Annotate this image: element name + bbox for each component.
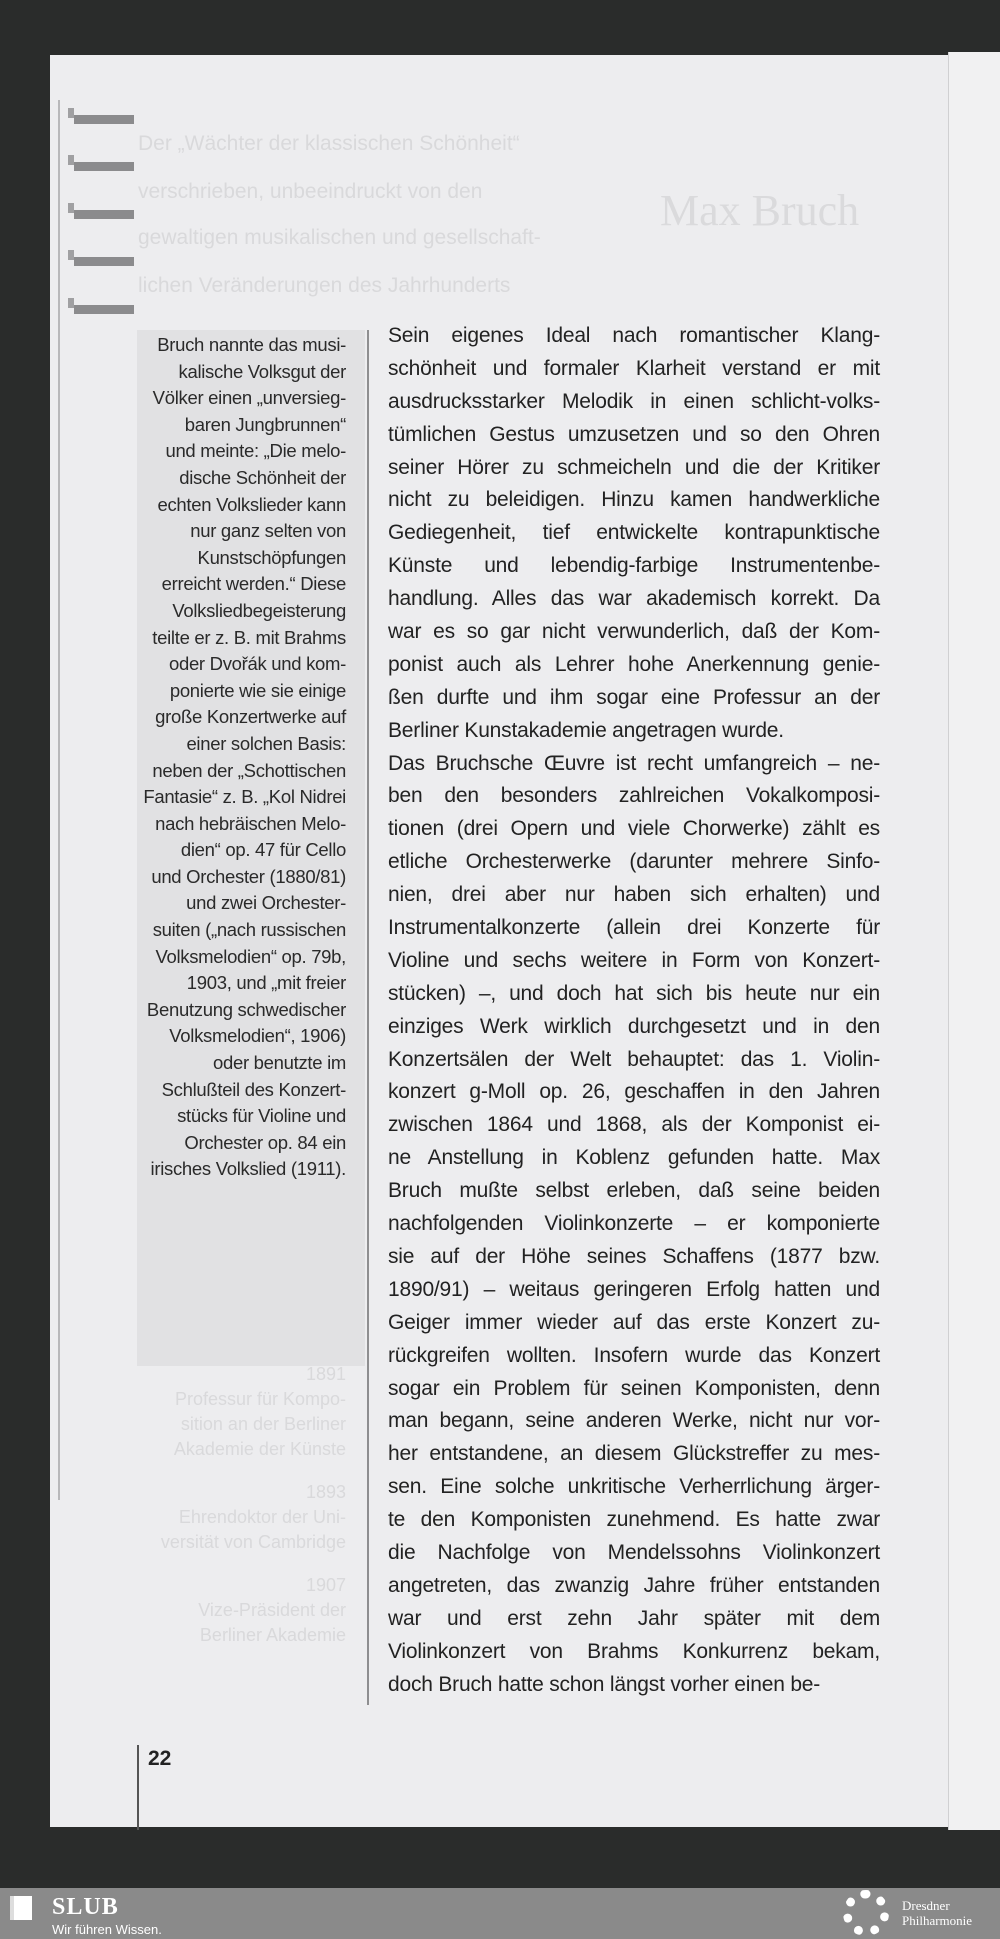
text-line: 1890/91) – weitaus geringeren Erfolg hatten und [388, 1277, 880, 1301]
text-line: ponist auch als Lehrer hohe Anerkennung genie- [388, 652, 880, 676]
margin-mark [74, 115, 134, 124]
column-rule [367, 330, 369, 1705]
margin-mark [74, 257, 134, 266]
ghost-title: Max Bruch [660, 186, 860, 235]
text-line: seiner Hörer zu schmeicheln und die der Kritiker [388, 455, 880, 479]
text-line: sen. Eine solche unkritische Verherrlichung ärger- [388, 1475, 880, 1499]
main-text [388, 320, 880, 1701]
slub-book-icon [10, 1896, 32, 1920]
ghost-year: 1891 [305, 1364, 346, 1384]
sidebar-line: nur ganz selten von [190, 520, 346, 542]
sidebar-line: Fantasie“ z. B. „Kol Nidrei [143, 786, 346, 808]
sidebar-line: und Orchester (1880/81) [151, 865, 346, 887]
text-line: Violine und sechs weitere in Form von Konzert- [388, 948, 880, 972]
ghost-line: versität von Cambridge [160, 1532, 346, 1552]
text-line: nicht zu beleidigen. Hinzu kamen handwerkliche [388, 488, 880, 512]
text-line: war es so gar nicht verwunderlich, daß der Kom- [388, 620, 880, 644]
sidebar-line: oder Dvořák und kom- [168, 653, 346, 675]
binding-edge [58, 100, 60, 1500]
text-line: war und erst zehn Jahr später mit dem [388, 1606, 880, 1630]
sidebar-line: Schlußteil des Konzert- [161, 1078, 346, 1100]
text-line: doch Bruch hatte schon längst vorher einen be- [388, 1672, 821, 1696]
sidebar-line: echten Volkslieder kann [157, 493, 346, 515]
ghost-line: gewaltigen musikalischen und gesellschaft- [138, 226, 541, 249]
text-line: die Nachfolge von Mendelssohns Violinkonzert [388, 1540, 880, 1564]
ghost-line: Ehrendoktor der Uni- [178, 1507, 346, 1527]
ghost-year: 1907 [305, 1575, 346, 1595]
margin-mark [74, 162, 134, 171]
sidebar-line: irisches Volkslied (1911). [150, 1158, 346, 1180]
text-line: stücken) –, und doch hat sich bis heute nur ein [388, 981, 880, 1005]
page-number-rule [137, 1745, 139, 1830]
text-line: tümlichen Gestus umzusetzen und so den Ohren [388, 422, 880, 446]
sidebar-line: und zwei Orchester- [186, 892, 346, 914]
sidebar-line: Orchester op. 84 ein [184, 1131, 346, 1153]
ghost-line: Professur für Kompo- [174, 1389, 346, 1409]
text-line: handlung. Alles das war akademisch korrekt. Da [388, 587, 880, 611]
sidebar-line: und meinte: „Die melo- [165, 440, 346, 462]
text-line: man begann, seine anderen Werke, nicht nur vor- [388, 1409, 880, 1433]
text-line: ausdrucksstarker Melodik in einen schlicht-volks- [388, 389, 880, 413]
text-line: zwischen 1864 und 1868, als der Komponist ei- [388, 1113, 880, 1137]
sidebar-line: Völker einen „unversieg- [152, 387, 346, 409]
sidebar-text [120, 332, 346, 1183]
margin-mark [74, 210, 134, 219]
next-page-edge [948, 52, 1000, 1830]
sidebar-line: einer solchen Basis: [186, 732, 346, 754]
text-line: Violinkonzert von Brahms Konkurrenz bekam, [388, 1639, 880, 1663]
sidebar-line: teilte er z. B. mit Brahms [152, 626, 346, 648]
text-line: Das Bruchsche Œuvre ist recht umfangreich – ne- [388, 751, 880, 775]
sidebar-line: baren Jungbrunnen“ [184, 413, 346, 435]
sidebar-line: dische Schönheit der [179, 466, 346, 488]
text-line: rückgreifen wollten. Insofern wurde das Konzert [388, 1343, 880, 1367]
text-line: nien, drei aber nur haben sich erhalten) und [388, 883, 880, 907]
spacer [140, 1555, 346, 1573]
text-line: ne Anstellung in Koblenz gefunden hatte. Max [388, 1146, 880, 1170]
sidebar-line: Bruch nannte das musi- [157, 334, 346, 355]
sidebar-line: stücks für Violine und [177, 1105, 346, 1127]
sidebar-line: oder benutzte im [212, 1052, 346, 1074]
sidebar-line: Volksliedbegeisterung [172, 599, 346, 621]
text-line: Berliner Kunstakademie angetragen wurde. [388, 718, 784, 742]
philharmonie-logo[interactable] [902, 1898, 972, 1928]
ghost-line: Berliner Akademie [199, 1625, 346, 1645]
sidebar-line: nach hebräischen Melo- [155, 812, 346, 834]
text-line: angetreten, das zwanzig Jahre früher entstanden [388, 1573, 880, 1597]
philharmonie-line: Dresdner [902, 1898, 950, 1913]
text-line: etliche Orchesterwerke (darunter mehrere Sinfo- [388, 850, 880, 874]
text-line: te den Komponisten zunehmend. Es hatte zwar [388, 1508, 880, 1532]
page-number: 22 [148, 1747, 172, 1770]
sidebar-line: erreicht werden.“ Diese [161, 573, 346, 595]
ghost-line: Der „Wächter der klassischen Schönheit“ [138, 132, 520, 155]
sidebar-line: suiten („nach russischen [152, 919, 346, 941]
bleed-through-timeline [140, 1362, 346, 1648]
sidebar-line: Volksmelodien“ op. 79b, [155, 945, 346, 967]
text-line: schönheit und formaler Klarheit verstand er mit [388, 356, 880, 380]
sidebar-line: kalische Volksgut der [178, 360, 346, 382]
text-line: Geiger immer wieder auf das erste Konzert zu- [388, 1310, 880, 1334]
margin-mark [74, 305, 134, 314]
text-line: sogar ein Problem für seinen Komponisten, denn [388, 1376, 880, 1400]
sidebar-line: Benutzung schwedischer [146, 998, 346, 1020]
sidebar-line: neben der „Schottischen [152, 759, 346, 781]
text-line: konzert g-Moll op. 26, geschaffen in den Jahren [388, 1080, 880, 1104]
text-line: ßen durfte und ihm sogar eine Professur an der [388, 685, 880, 709]
text-line: ben den besonders zahlreichen Vokalkomposi- [388, 784, 880, 808]
paragraph [388, 748, 880, 1702]
sidebar-line: Kunstschöpfungen [197, 546, 346, 568]
sidebar-line: dien“ op. 47 für Cello [180, 839, 346, 861]
ghost-line: Vize-Präsident der [198, 1600, 346, 1620]
footer-bar [0, 1888, 1000, 1939]
ghost-line: Akademie der Künste [173, 1439, 346, 1459]
sidebar-line: große Konzertwerke auf [155, 706, 346, 728]
text-line: her entstandene, an diesem Glückstreffer zu mes- [388, 1442, 880, 1466]
text-line: Künste und lebendig-farbige Instrumentenbe- [388, 554, 880, 578]
paragraph [388, 320, 880, 748]
text-line: Instrumentalkonzerte (allein drei Konzerte für [388, 916, 880, 940]
text-line: tionen (drei Opern und viele Chorwerke) zählt es [388, 817, 880, 841]
ghost-year: 1893 [305, 1482, 346, 1502]
text-line: Bruch mußte selbst erleben, daß seine beiden [388, 1179, 880, 1203]
ghost-line: verschrieben, unbeeindruckt von den [138, 180, 483, 203]
text-line: einziges Werk wirklich durchgesetzt und in den [388, 1014, 880, 1038]
philharmonie-sun-icon [843, 1890, 889, 1936]
ghost-line: lichen Veränderungen des Jahrhunderts [138, 274, 511, 297]
philharmonie-line: Philharmonie [902, 1913, 973, 1928]
spacer [140, 1462, 346, 1480]
ghost-line: sition an der Berliner [180, 1414, 346, 1434]
text-line: Konzertsälen der Welt behauptet: das 1. Violin- [388, 1047, 880, 1071]
sidebar-line: ponierte wie sie einige [169, 679, 346, 701]
sidebar-line: Volksmelodien“, 1906) [169, 1025, 346, 1047]
slub-tagline: Wir führen Wissen. [52, 1922, 162, 1937]
text-line: Gediegenheit, tief entwickelte kontrapunktische [388, 521, 880, 545]
slub-logo[interactable]: SLUB [52, 1894, 119, 1920]
text-line: nachfolgenden Violinkonzerte – er komponierte [388, 1212, 880, 1236]
text-line: Sein eigenes Ideal nach romantischer Klang- [388, 324, 880, 347]
sidebar-line: 1903, und „mit freier [186, 972, 346, 994]
text-line: sie auf der Höhe seines Schaffens (1877 bzw. [388, 1244, 880, 1268]
